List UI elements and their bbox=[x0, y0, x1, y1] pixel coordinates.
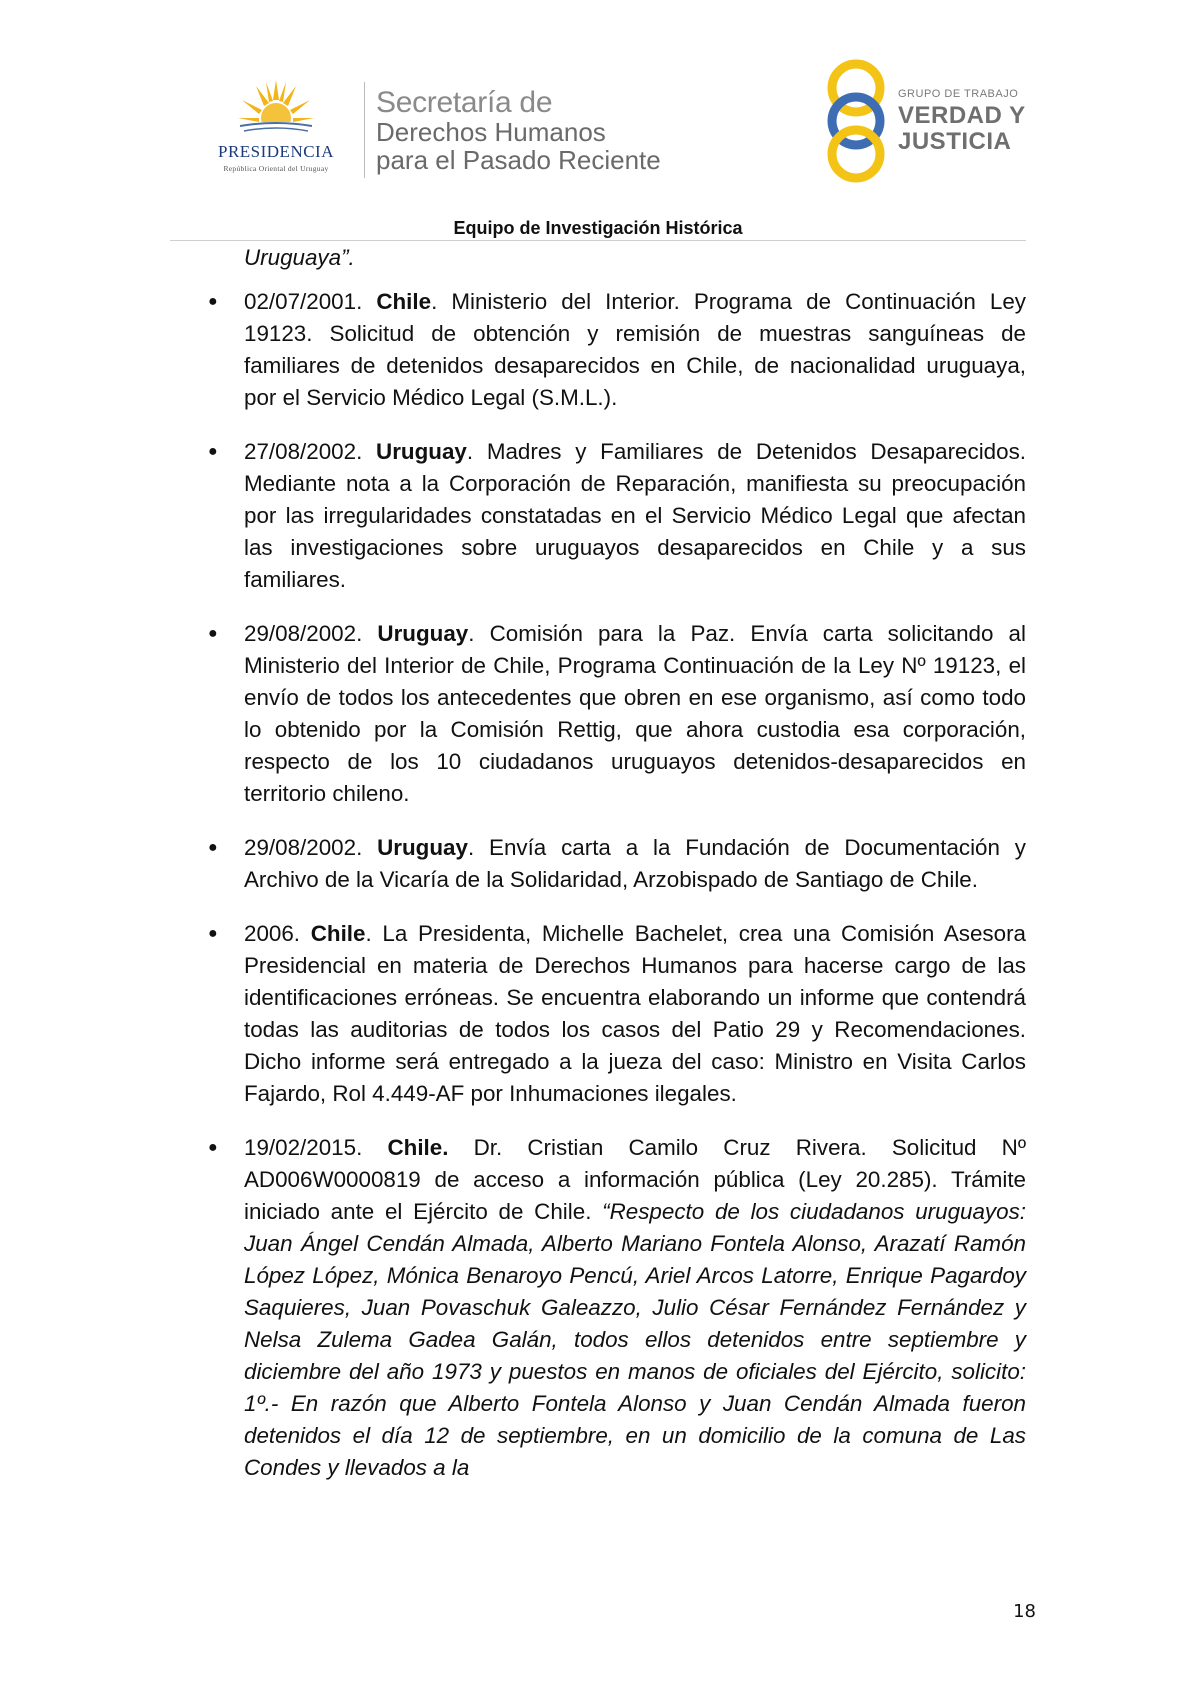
item-country: Uruguay bbox=[377, 835, 468, 860]
item-date: 02/07/2001. bbox=[244, 289, 377, 314]
item-text: . La Presidenta, Michelle Bachelet, crea una Comisión Asesora Presidencial en materia de Derechos Humanos para hacerse cargo de las identificaciones erróneas. Se encuentra elaborando un informe que contendrá todas las auditorias de todos los casos del Patio 29 y Recomendaciones. Dicho informe será entregado a la jueza del caso: Ministro en Visita Carlos Fajardo, Rol 4.449-AF por Inhumaciones ilegales. bbox=[244, 921, 1026, 1106]
list-item bbox=[202, 618, 1026, 810]
sun-emblem-icon bbox=[236, 78, 316, 138]
header-rule bbox=[170, 240, 1026, 241]
list-item bbox=[202, 286, 1026, 414]
item-date: 2006. bbox=[244, 921, 311, 946]
presidencia-label: PRESIDENCIA bbox=[217, 142, 334, 161]
item-date: 29/08/2002. bbox=[244, 621, 378, 646]
presidencia-logo bbox=[196, 78, 356, 178]
item-country: Uruguay bbox=[377, 621, 469, 646]
item-date: 29/08/2002. bbox=[244, 835, 378, 860]
secretaria-line1: Secretaría de bbox=[376, 86, 553, 119]
interlocked-rings-icon bbox=[820, 58, 894, 184]
bullet-icon: ● bbox=[208, 925, 218, 942]
bullet-icon: ● bbox=[208, 625, 218, 642]
item-text: . Ministerio del Interior. Programa de Continuación Ley 19123. Solicitud de obtención y remisión de muestras sanguíneas de familiares de detenidos desaparecidos en Chile, de nacionalidad uruguaya, por el Servicio Médico Legal (S.M.L.). bbox=[244, 289, 1026, 410]
list-item bbox=[202, 1132, 1026, 1484]
item-text: . Madres y Familiares de Detenidos Desaparecidos. Mediante nota a la Corporación de Reparación, manifiesta su preocupación por las irregularidades constatadas en el Servicio Médico Legal que afectan las investigaciones sobre uruguayos desaparecidos en Chile y a sus familiares. bbox=[244, 439, 1026, 592]
list-item bbox=[202, 436, 1026, 596]
secretaria-line2: Derechos Humanos bbox=[376, 117, 606, 147]
bullet-icon: ● bbox=[208, 293, 218, 310]
secretaria-wordmark bbox=[376, 88, 716, 174]
item-text: . Envía carta a la Fundación de Documentación y Archivo de la Vicaría de la Solidaridad, Arzobispado de Santiago de Chile. bbox=[244, 835, 1026, 892]
bullet-icon: ● bbox=[208, 443, 218, 460]
presidencia-subtitle: República Oriental del Uruguay bbox=[223, 164, 329, 173]
page-number: 18 bbox=[1013, 1601, 1036, 1622]
item-country: Chile. bbox=[387, 1135, 449, 1160]
gt-line3: JUSTICIA bbox=[898, 128, 1012, 155]
gt-line2: VERDAD Y bbox=[898, 102, 1026, 129]
item-country: Uruguay bbox=[376, 439, 467, 464]
item-quote: “Respecto de los ciudadanos uruguayos: Juan Ángel Cendán Almada, Alberto Mariano Fontela Alonso, Arazatí Ramón López López, Mónica Benaroyo Pencú, Ariel Arcos Latorre, Enrique Pagardoy Saquieres, Juan Povaschuk Galeazzo, Julio César Fernández Fernández y Nelsa Zulema Gadea Galán, todos ellos detenidos entre septiembre y diciembre del año 1973 y puestos en manos de oficiales del Ejército, solicito: 1º.- En razón que Alberto Fontela Alonso y Juan Cendán Almada fueron detenidos el día 12 de septiembre, en un domicilio de la comuna de Las Condes y llevados a la bbox=[244, 1199, 1026, 1480]
header-divider bbox=[364, 82, 365, 178]
bullet-icon: ● bbox=[208, 1139, 218, 1156]
continuation-text: Uruguaya”. bbox=[244, 245, 355, 270]
team-title: Equipo de Investigación Histórica bbox=[453, 218, 743, 238]
list-item bbox=[202, 918, 1026, 1110]
gt-line1: GRUPO DE TRABAJO bbox=[898, 88, 1019, 100]
item-text: Dr. Cristian Camilo Cruz Rivera. Solicitud Nº AD006W0000819 de acceso a información pública (Ley 20.285). Trámite iniciado ante el Ejército de Chile. bbox=[244, 1135, 1026, 1224]
bullet-icon: ● bbox=[208, 839, 218, 856]
secretaria-line3: para el Pasado Reciente bbox=[376, 145, 661, 175]
chronology-list bbox=[202, 286, 1026, 1506]
item-country: Chile bbox=[376, 289, 432, 314]
list-item bbox=[202, 832, 1026, 896]
item-date: 19/02/2015. bbox=[244, 1135, 388, 1160]
verdad-justicia-logo bbox=[820, 58, 1030, 184]
item-country: Chile bbox=[310, 921, 366, 946]
item-text: . Comisión para la Paz. Envía carta solicitando al Ministerio del Interior de Chile, Programa Continuación de la Ley Nº 19123, el envío de todos los antecedentes que obren en ese organismo, así como todo lo obtenido por la Comisión Rettig, que ahora custodia esa corporación, respecto de los 10 ciudadanos uruguayos detenidos-desaparecidos en territorio chileno. bbox=[244, 621, 1026, 806]
item-date: 27/08/2002. bbox=[244, 439, 377, 464]
